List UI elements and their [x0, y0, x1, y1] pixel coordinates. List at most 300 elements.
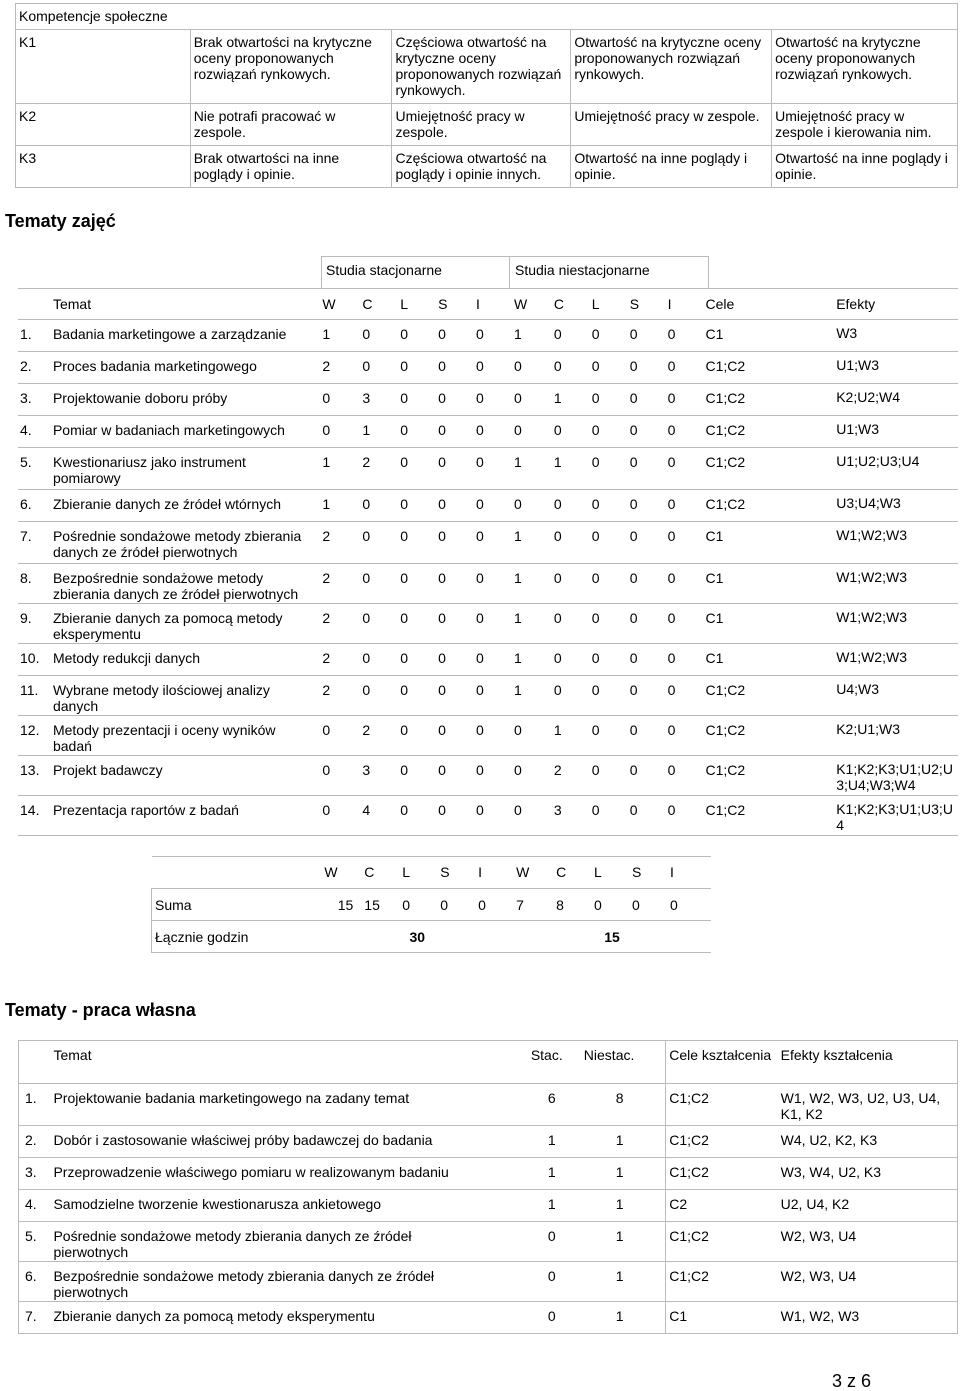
kompetencje-table: [15, 3, 958, 188]
row-hours: 0: [513, 802, 522, 818]
table-row: [18, 490, 958, 522]
row-number: 9.: [20, 610, 32, 626]
row-stac: 0: [547, 1228, 556, 1244]
row-hours: 1: [362, 422, 371, 438]
table-row: [18, 796, 958, 836]
row-hours: 0: [476, 610, 484, 626]
kompetencje-cell: Otwartość na krytyczne oceny proponowanych rozwiązań rynkowych.: [571, 30, 772, 104]
row-hours: 0: [629, 390, 638, 406]
row-hours: 1: [513, 528, 522, 544]
row-niestac: 1: [615, 1268, 624, 1284]
row-hours: 0: [513, 762, 522, 778]
row-niestac: 1: [615, 1196, 624, 1212]
divider: [321, 256, 709, 257]
praca-header-efekty: Efekty kształcenia: [778, 1041, 958, 1084]
row-efekty: W1;W2;W3: [836, 569, 907, 585]
row-hours: 0: [667, 528, 676, 544]
row-number: 7.: [19, 1302, 51, 1334]
suma-value: 0: [594, 897, 602, 913]
row-hours: 0: [362, 610, 371, 626]
kompetencje-title: Kompetencje społeczne: [16, 4, 958, 30]
row-hours: 0: [400, 454, 409, 470]
row-hours: 0: [629, 762, 638, 778]
row-hours: 0: [629, 422, 638, 438]
row-hours: 0: [629, 496, 638, 512]
praca-table: [18, 1040, 958, 1334]
praca-header-stac: Stac.: [530, 1047, 563, 1063]
row-hours: 0: [438, 496, 446, 512]
row-hours: 3: [362, 762, 371, 778]
row-number: 2.: [20, 358, 32, 374]
table-row: [18, 644, 958, 676]
kompetencje-cell: Częściowa otwartość na krytyczne oceny proponowanych rozwiązań rynkowych.: [392, 30, 571, 104]
header-i: I: [476, 296, 480, 312]
kompetencje-cell: Otwartość na krytyczne oceny proponowanych rozwiązań rynkowych.: [772, 30, 958, 104]
suma-header: C: [556, 864, 567, 880]
row-hours: 0: [476, 650, 484, 666]
row-number: 5.: [20, 454, 32, 470]
row-efekty: K2;U1;W3: [836, 721, 901, 737]
row-hours: 0: [667, 802, 676, 818]
row-hours: 2: [553, 762, 562, 778]
row-hours: 0: [476, 528, 484, 544]
suma-value: 0: [402, 897, 411, 913]
row-hours: 1: [553, 390, 562, 406]
row-efekty: W3: [836, 325, 858, 341]
table-row: [18, 564, 958, 604]
suma-header: S: [632, 864, 642, 880]
row-hours: 2: [362, 722, 371, 738]
header-l: L: [591, 296, 600, 312]
row-cele: C1;C2: [666, 1222, 778, 1262]
row-hours: 2: [322, 682, 331, 698]
row-hours: 0: [629, 650, 638, 666]
row-hours: 0: [438, 650, 446, 666]
row-hours: 0: [591, 358, 600, 374]
suma-header: I: [478, 864, 483, 880]
table-row: [19, 1222, 958, 1262]
header-w: W: [322, 296, 336, 312]
header-s: S: [438, 296, 448, 312]
row-hours: 4: [362, 802, 371, 818]
row-niestac: 1: [615, 1228, 624, 1244]
row-hours: 0: [400, 570, 409, 586]
row-hours: 0: [629, 682, 638, 698]
suma-value: 8: [556, 897, 564, 913]
row-hours: 0: [667, 454, 676, 470]
row-hours: 0: [476, 682, 484, 698]
row-cele: C1: [705, 570, 724, 586]
row-cele: C1: [705, 528, 724, 544]
praca-heading: Tematy - praca własna: [5, 1000, 196, 1020]
row-hours: 0: [667, 390, 676, 406]
row-number: 5.: [19, 1222, 51, 1262]
row-niestac: 1: [615, 1164, 624, 1180]
row-efekty: U1;W3: [836, 357, 879, 373]
row-hours: 1: [513, 682, 522, 698]
row-efekty: W2, W3, U4: [778, 1222, 958, 1262]
praca-header-cele: Cele kształcenia: [666, 1041, 778, 1084]
row-number: 2.: [19, 1126, 51, 1158]
table-row: [18, 676, 958, 716]
row-hours: 0: [513, 422, 522, 438]
suma-header: I: [669, 864, 674, 880]
table-row: [18, 604, 958, 644]
row-stac: 1: [547, 1196, 556, 1212]
row-hours: 0: [400, 650, 409, 666]
row-hours: 0: [667, 682, 676, 698]
kompetencje-code: K2: [16, 104, 191, 146]
row-hours: 0: [591, 570, 600, 586]
row-hours: 0: [629, 802, 638, 818]
row-cele: C1;C2: [705, 454, 746, 470]
row-hours: 0: [362, 358, 371, 374]
row-hours: 0: [629, 528, 638, 544]
row-efekty: W1;W2;W3: [836, 527, 907, 543]
kompetencje-cell: Nie potrafi pracować w zespole.: [190, 104, 392, 146]
row-hours: 0: [667, 722, 676, 738]
row-cele: C1;C2: [705, 390, 746, 406]
header-i: I: [667, 296, 672, 312]
row-hours: 0: [553, 650, 562, 666]
row-efekty: U2, U4, K2: [778, 1190, 958, 1222]
row-hours: 0: [362, 528, 371, 544]
row-stac: 0: [547, 1268, 556, 1284]
row-hours: 0: [629, 610, 638, 626]
row-hours: 0: [591, 650, 600, 666]
row-cele: C1;C2: [705, 496, 746, 512]
suma-value: 7: [516, 897, 524, 913]
suma-header: S: [440, 864, 450, 880]
row-hours: 0: [667, 610, 676, 626]
table-row: [19, 1302, 958, 1334]
row-topic: Samodzielne tworzenie kwestionarusza ankietowego: [53, 1196, 382, 1212]
kompetencje-cell: Brak otwartości na krytyczne oceny proponowanych rozwiązań rynkowych.: [190, 30, 392, 104]
row-hours: 1: [322, 326, 331, 342]
total-stac: 30: [409, 929, 426, 945]
row-hours: 0: [513, 390, 522, 406]
table-row: [18, 352, 958, 384]
total-label: Łącznie godzin: [152, 921, 322, 953]
row-hours: 0: [553, 528, 562, 544]
row-cele: C1;C2: [666, 1126, 778, 1158]
kompetencje-cell: Umiejętność pracy w zespole.: [571, 104, 772, 146]
row-topic: Bezpośrednie sondażowe metody zbierania danych ze źródeł pierwotnych: [52, 570, 299, 602]
header-s: S: [629, 296, 640, 312]
group-stacjonarne: Studia stacjonarne: [326, 262, 442, 278]
row-number: 3.: [19, 1158, 51, 1190]
row-hours: 0: [476, 422, 484, 438]
row-topic: Projektowanie doboru próby: [52, 390, 228, 406]
row-hours: 0: [667, 422, 676, 438]
kompetencje-code: K3: [16, 146, 191, 188]
row-stac: 0: [547, 1308, 556, 1324]
row-number: 10.: [20, 650, 40, 666]
row-cele: C1;C2: [666, 1158, 778, 1190]
row-topic: Badania marketingowe a zarządzanie: [52, 326, 287, 342]
row-hours: 0: [476, 390, 484, 406]
row-hours: 0: [400, 682, 409, 698]
suma-value: 0: [440, 897, 449, 913]
row-topic: Projektowanie badania marketingowego na zadany temat: [53, 1090, 410, 1106]
praca-header-temat: Temat: [53, 1047, 92, 1063]
row-topic: Zbieranie danych za pomocą metody eksperymentu: [53, 1308, 375, 1324]
row-number: 3.: [20, 390, 32, 406]
kompetencje-cell: Umiejętność pracy w zespole.: [392, 104, 571, 146]
row-hours: 0: [438, 722, 446, 738]
row-hours: 0: [591, 496, 600, 512]
row-hours: 0: [553, 326, 562, 342]
row-cele: C1;C2: [705, 422, 746, 438]
row-hours: 0: [322, 390, 331, 406]
row-cele: C1;C2: [705, 358, 746, 374]
suma-value: 0: [478, 897, 486, 913]
row-hours: 0: [400, 390, 409, 406]
row-hours: 2: [322, 610, 331, 626]
kompetencje-cell: Częściowa otwartość na poglądy i opinie innych.: [392, 146, 571, 188]
row-hours: 0: [322, 722, 331, 738]
row-hours: 0: [667, 762, 676, 778]
row-hours: 0: [513, 496, 522, 512]
divider: [509, 256, 510, 288]
row-cele: C1;C2: [705, 682, 746, 698]
table-row: [19, 1126, 958, 1158]
row-hours: 0: [591, 528, 600, 544]
row-topic: Metody prezentacji i oceny wyników badań: [52, 722, 276, 754]
suma-header: W: [324, 864, 338, 880]
row-hours: 0: [476, 802, 484, 818]
table-row: [19, 1158, 958, 1190]
table-row: [18, 320, 958, 352]
row-topic: Pośrednie sondażowe metody zbierania danych ze źródeł pierwotnych: [52, 528, 302, 560]
row-hours: 0: [553, 422, 562, 438]
row-hours: 0: [513, 358, 522, 374]
row-hours: 2: [322, 358, 331, 374]
row-hours: 0: [591, 390, 600, 406]
row-hours: 1: [513, 650, 522, 666]
row-hours: 0: [476, 326, 484, 342]
row-hours: 0: [362, 682, 371, 698]
row-hours: 0: [476, 358, 484, 374]
divider: [321, 256, 322, 288]
row-number: 13.: [20, 762, 40, 778]
row-efekty: U3;U4;W3: [836, 495, 901, 511]
header-efekty: Efekty: [836, 296, 876, 312]
row-hours: 0: [629, 454, 638, 470]
header-temat: Temat: [52, 296, 92, 312]
row-hours: 0: [667, 326, 676, 342]
row-stac: 6: [547, 1090, 556, 1106]
row-cele: C1: [705, 326, 724, 342]
table-row: [18, 448, 958, 490]
row-efekty: W1, W2, W3: [778, 1302, 958, 1334]
suma-header: C: [364, 864, 375, 880]
row-hours: 0: [362, 570, 371, 586]
row-hours: 0: [400, 422, 409, 438]
row-cele: C1;C2: [666, 1262, 778, 1302]
row-niestac: 1: [615, 1132, 624, 1148]
row-efekty: K1;K2;K3;U1;U3;U4: [836, 801, 953, 833]
row-hours: 0: [476, 762, 484, 778]
row-topic: Pośrednie sondażowe metody zbierania danych ze źródeł pierwotnych: [53, 1228, 412, 1260]
row-hours: 0: [513, 722, 522, 738]
row-topic: Pomiar w badaniach marketingowych: [52, 422, 285, 438]
row-efekty: W1;W2;W3: [836, 649, 907, 665]
row-niestac: 8: [615, 1090, 624, 1106]
row-stac: 1: [547, 1164, 556, 1180]
row-hours: 0: [629, 358, 638, 374]
row-topic: Wybrane metody ilościowej analizy danych: [52, 682, 270, 714]
row-hours: 0: [667, 650, 676, 666]
tematy-table: [18, 288, 958, 836]
suma-value: 0: [632, 897, 640, 913]
row-stac: 1: [547, 1132, 556, 1148]
table-row: [18, 522, 958, 564]
row-cele: C1;C2: [666, 1084, 778, 1126]
row-hours: 0: [400, 610, 409, 626]
table-row: [18, 384, 958, 416]
row-hours: 0: [400, 722, 409, 738]
row-hours: 0: [438, 528, 446, 544]
table-row: [19, 1190, 958, 1222]
suma-value: 0: [669, 897, 678, 913]
suma-header: W: [516, 864, 530, 880]
row-hours: 0: [438, 570, 446, 586]
row-number: 6.: [19, 1262, 51, 1302]
row-hours: 0: [322, 802, 331, 818]
row-hours: 0: [400, 326, 409, 342]
row-hours: 0: [400, 358, 409, 374]
kompetencje-cell: Otwartość na inne poglądy i opinie.: [772, 146, 958, 188]
row-hours: 3: [553, 802, 562, 818]
row-cele: C1: [666, 1302, 778, 1334]
table-row: [18, 716, 958, 756]
row-hours: 0: [476, 570, 484, 586]
praca-header-niestac: Niestac.: [583, 1047, 635, 1063]
row-hours: 0: [553, 682, 562, 698]
row-hours: 0: [553, 496, 562, 512]
row-number: 7.: [20, 528, 32, 544]
row-hours: 0: [362, 496, 371, 512]
header-c: C: [362, 296, 373, 312]
row-efekty: W3, W4, U2, K3: [778, 1158, 958, 1190]
header-cele: Cele: [705, 296, 735, 312]
row-hours: 0: [629, 326, 638, 342]
row-hours: 0: [438, 610, 446, 626]
suma-header: L: [402, 864, 411, 880]
row-topic: Zbieranie danych za pomocą metody eksperymentu: [52, 610, 283, 642]
total-niestac: 15: [604, 929, 620, 945]
row-cele: C1: [705, 610, 724, 626]
row-number: 4.: [20, 422, 32, 438]
row-hours: 0: [362, 326, 371, 342]
row-hours: 0: [591, 722, 600, 738]
row-hours: 1: [513, 570, 522, 586]
row-hours: 0: [438, 762, 446, 778]
row-hours: 0: [476, 722, 484, 738]
kompetencje-code: K1: [16, 30, 191, 104]
row-cele: C1;C2: [705, 762, 746, 778]
header-w: W: [513, 296, 528, 312]
suma-header: L: [594, 864, 602, 880]
row-hours: 0: [476, 454, 484, 470]
row-efekty: U1;W3: [836, 421, 879, 437]
row-number: 8.: [20, 570, 32, 586]
row-hours: 0: [438, 326, 446, 342]
row-hours: 0: [591, 422, 600, 438]
row-cele: C2: [666, 1190, 778, 1222]
row-efekty: W1, W2, W3, U2, U3, U4, K1, K2: [778, 1084, 958, 1126]
row-hours: 1: [513, 610, 522, 626]
row-hours: 0: [667, 496, 676, 512]
row-topic: Przeprowadzenie właściwego pomiaru w realizowanym badaniu: [53, 1164, 449, 1180]
row-hours: 0: [438, 390, 446, 406]
row-number: 1.: [20, 326, 32, 342]
row-topic: Metody redukcji danych: [52, 650, 201, 666]
row-hours: 0: [553, 610, 562, 626]
row-hours: 0: [476, 496, 484, 512]
row-efekty: K2;U2;W4: [836, 389, 901, 405]
row-hours: 0: [362, 650, 371, 666]
row-number: 12.: [20, 722, 40, 738]
table-row: [18, 416, 958, 448]
row-hours: 0: [438, 802, 446, 818]
header-l: L: [400, 296, 409, 312]
row-hours: 0: [591, 802, 600, 818]
table-row: [19, 1262, 958, 1302]
row-hours: 0: [438, 454, 446, 470]
row-hours: 0: [438, 358, 446, 374]
row-hours: 2: [362, 454, 371, 470]
row-hours: 0: [667, 358, 676, 374]
row-topic: Kwestionariusz jako instrument pomiarowy: [52, 454, 246, 486]
row-hours: 0: [591, 682, 600, 698]
row-number: 4.: [19, 1190, 51, 1222]
row-hours: 0: [553, 358, 562, 374]
row-hours: 0: [322, 422, 331, 438]
row-topic: Projekt badawczy: [52, 762, 163, 778]
row-hours: 0: [438, 422, 446, 438]
row-hours: 0: [629, 722, 638, 738]
row-hours: 0: [400, 762, 409, 778]
row-topic: Bezpośrednie sondażowe metody zbierania danych ze źródeł pierwotnych: [53, 1268, 435, 1300]
row-hours: 0: [553, 570, 562, 586]
row-cele: C1: [705, 650, 724, 666]
row-efekty: U4;W3: [836, 681, 879, 697]
divider: [708, 256, 709, 288]
row-hours: 2: [322, 570, 331, 586]
row-hours: 0: [400, 496, 409, 512]
row-topic: Proces badania marketingowego: [52, 358, 257, 374]
table-row: [19, 1084, 958, 1126]
row-hours: 0: [591, 762, 600, 778]
row-hours: 1: [322, 496, 331, 512]
row-cele: C1;C2: [705, 802, 746, 818]
row-number: 11.: [20, 682, 39, 698]
group-niestacjonarne: Studia niestacjonarne: [515, 262, 650, 278]
row-number: 1.: [19, 1084, 51, 1126]
row-hours: 1: [513, 326, 522, 342]
row-hours: 0: [591, 454, 600, 470]
row-hours: 3: [362, 390, 371, 406]
tematy-heading: Tematy zajęć: [5, 211, 116, 231]
row-number: 14.: [20, 802, 40, 818]
row-hours: 0: [591, 610, 600, 626]
row-hours: 0: [667, 570, 676, 586]
suma-value: 15: [337, 897, 354, 913]
row-topic: Zbieranie danych ze źródeł wtórnych: [52, 496, 281, 512]
row-hours: 0: [400, 802, 409, 818]
